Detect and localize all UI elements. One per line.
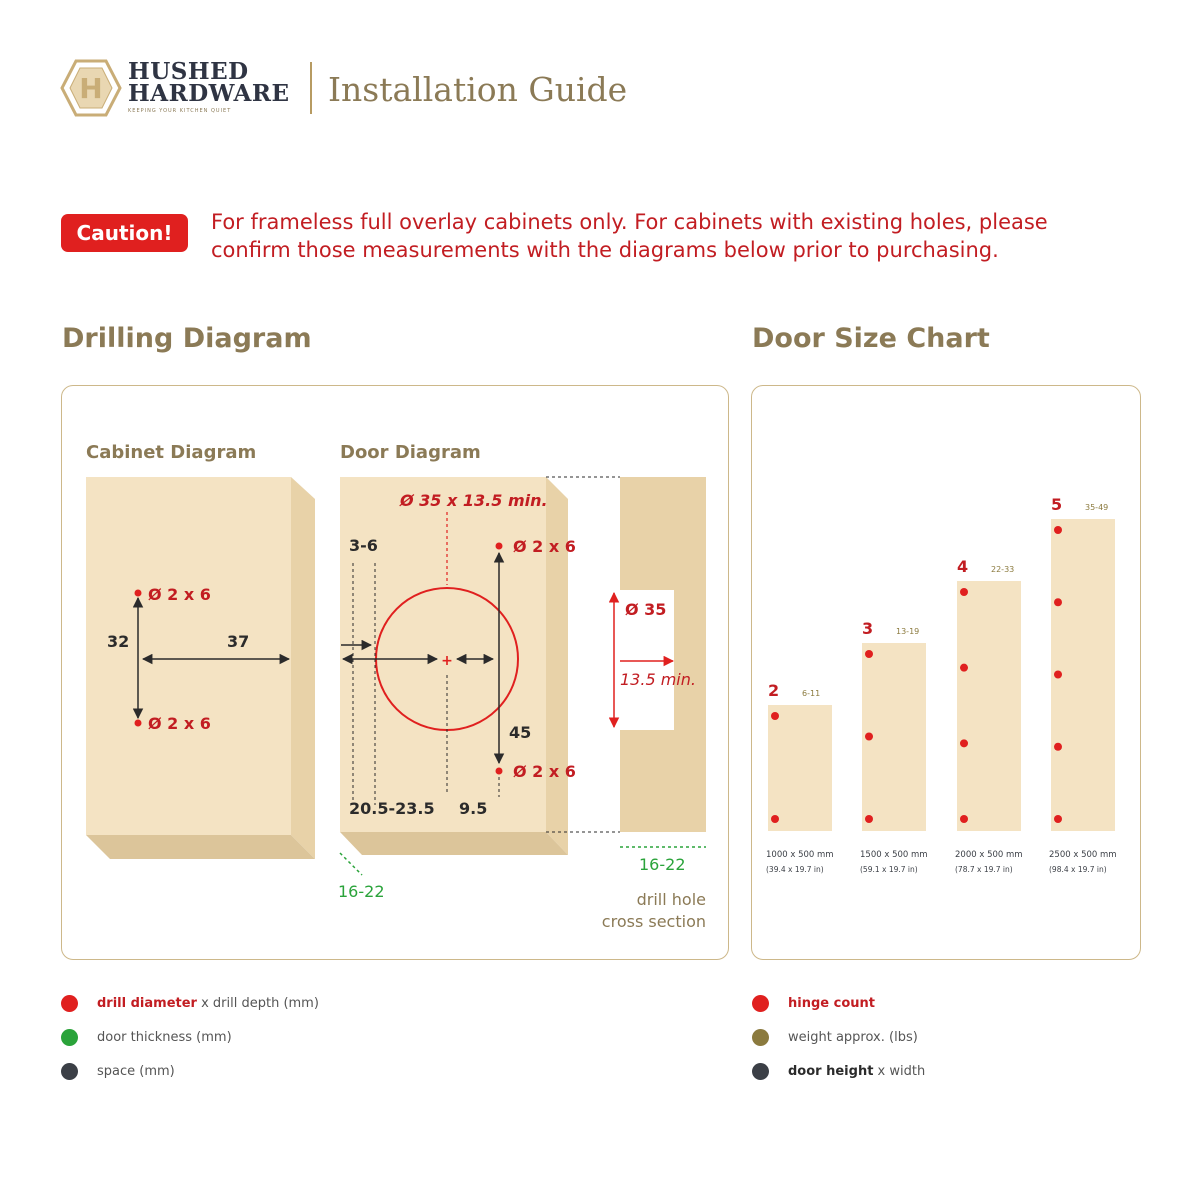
weight-label: 22-33 <box>991 565 1015 574</box>
legend-left-dot <box>61 1029 78 1046</box>
weight-label: 35-49 <box>1085 503 1109 512</box>
hinge-dot <box>1054 743 1062 751</box>
hinge-count-label: 3 <box>862 619 874 638</box>
legend-left-label: door thickness (mm) <box>97 1030 232 1045</box>
hinge-dot <box>865 650 873 658</box>
hinge-count-label: 2 <box>768 681 780 700</box>
weight-label: 13-19 <box>896 627 920 636</box>
brand-tagline: KEEPING YOUR KITCHEN QUIET <box>128 108 232 114</box>
hinge-dot <box>960 588 968 596</box>
hinge-dot <box>1054 671 1062 679</box>
door-size-inches-label: (78.7 x 19.7 in) <box>955 865 1013 874</box>
door-size-label: 2500 x 500 mm <box>1049 850 1117 860</box>
legend-left-item <box>61 995 319 1012</box>
brand-name-line2: HARDWARE <box>128 80 290 107</box>
brand-name-line1: HUSHED <box>128 58 249 85</box>
legend-right-label: door height x width <box>788 1064 926 1079</box>
door-bar-2 <box>768 705 832 831</box>
door-diagram-title: Door Diagram <box>340 442 481 463</box>
weight-label: 6-11 <box>802 689 821 698</box>
door-size-chart-title: Door Size Chart <box>752 323 990 354</box>
page-title: Installation Guide <box>328 70 628 109</box>
legend-right-dot <box>752 995 769 1012</box>
cabinet-dim-horizontal: 37 <box>227 632 250 651</box>
logo <box>60 58 122 118</box>
hinge-dot <box>1054 815 1062 823</box>
legend-right-label: hinge count <box>788 996 875 1011</box>
cup-center-mark: + <box>441 653 453 669</box>
legend-left-item <box>61 1063 175 1080</box>
hinge-dot <box>771 815 779 823</box>
cabinet-hole-top <box>135 590 142 597</box>
hex-logo-icon <box>60 58 122 118</box>
legend-right-dot <box>752 1063 769 1080</box>
door-hole-top <box>496 543 503 550</box>
hinge-dot <box>1054 598 1062 606</box>
door-thickness-label: 16-22 <box>338 882 385 901</box>
legend-left-item <box>61 1029 232 1046</box>
door-dim-offset: 9.5 <box>459 799 488 818</box>
hinge-dot <box>960 815 968 823</box>
door-size-label: 1000 x 500 mm <box>766 850 834 860</box>
cross-section-depth: 13.5 min. <box>620 670 696 689</box>
hinge-dot <box>865 815 873 823</box>
cross-section-diameter: Ø 35 <box>625 600 667 619</box>
cup-label: Ø 35 x 13.5 min. <box>400 491 548 510</box>
door-edge-space-label: 3-6 <box>349 536 378 555</box>
drilling-diagram-title: Drilling Diagram <box>62 323 312 354</box>
hinge-dot <box>865 733 873 741</box>
header-divider <box>310 62 312 114</box>
caution-text-line1: For frameless full overlay cabinets only. For cabinets with existing holes, please <box>211 210 1048 234</box>
cabinet-hole-bottom <box>135 720 142 727</box>
door-size-label: 1500 x 500 mm <box>860 850 928 860</box>
cross-section-thickness: 16-22 <box>639 855 686 874</box>
legend-left-dot <box>61 995 78 1012</box>
door-size-inches-label: (59.1 x 19.7 in) <box>860 865 918 874</box>
cabinet-diagram-title: Cabinet Diagram <box>86 442 257 463</box>
hinge-dot <box>960 739 968 747</box>
legend-right-label: weight approx. (lbs) <box>788 1030 918 1045</box>
door-size-inches-label: (39.4 x 19.7 in) <box>766 865 824 874</box>
door-hole-bottom <box>496 768 503 775</box>
hinge-dot <box>1054 526 1062 534</box>
legend-left-dot <box>61 1063 78 1080</box>
legend-right-dot <box>752 1029 769 1046</box>
legend-right-item <box>752 1063 925 1080</box>
door-dim-holes: 45 <box>509 723 532 742</box>
legend-left-label: drill diameter x drill depth (mm) <box>97 996 319 1011</box>
logo-letter: H <box>79 72 103 105</box>
cabinet-hole-bottom-label: Ø 2 x 6 <box>148 714 211 733</box>
hinge-dot <box>771 712 779 720</box>
door-hole-top-label: Ø 2 x 6 <box>513 537 576 556</box>
legend-right-item <box>752 1029 918 1046</box>
cross-section-block <box>620 477 706 832</box>
cross-section-label-line1: drill hole <box>636 890 706 909</box>
cabinet-block <box>86 477 315 859</box>
legend-left-label: space (mm) <box>97 1064 175 1079</box>
cross-section-label-line2: cross section <box>601 912 706 931</box>
legend-right-item <box>752 995 875 1012</box>
door-hole-bottom-label: Ø 2 x 6 <box>513 762 576 781</box>
hinge-count-label: 4 <box>957 557 969 576</box>
drilling-diagram <box>61 385 729 960</box>
hinge-count-label: 5 <box>1051 495 1063 514</box>
cabinet-hole-top-label: Ø 2 x 6 <box>148 585 211 604</box>
hinge-dot <box>960 664 968 672</box>
door-dim-center: 20.5-23.5 <box>349 799 435 818</box>
door-size-inches-label: (98.4 x 19.7 in) <box>1049 865 1107 874</box>
door-size-label: 2000 x 500 mm <box>955 850 1023 860</box>
door-size-chart <box>751 385 1141 960</box>
door-bar-4 <box>957 581 1021 831</box>
cabinet-dim-vertical: 32 <box>107 632 130 651</box>
caution-text-line2: confirm those measurements with the diagrams below prior to purchasing. <box>211 238 999 262</box>
caution-badge: Caution! <box>61 214 188 252</box>
